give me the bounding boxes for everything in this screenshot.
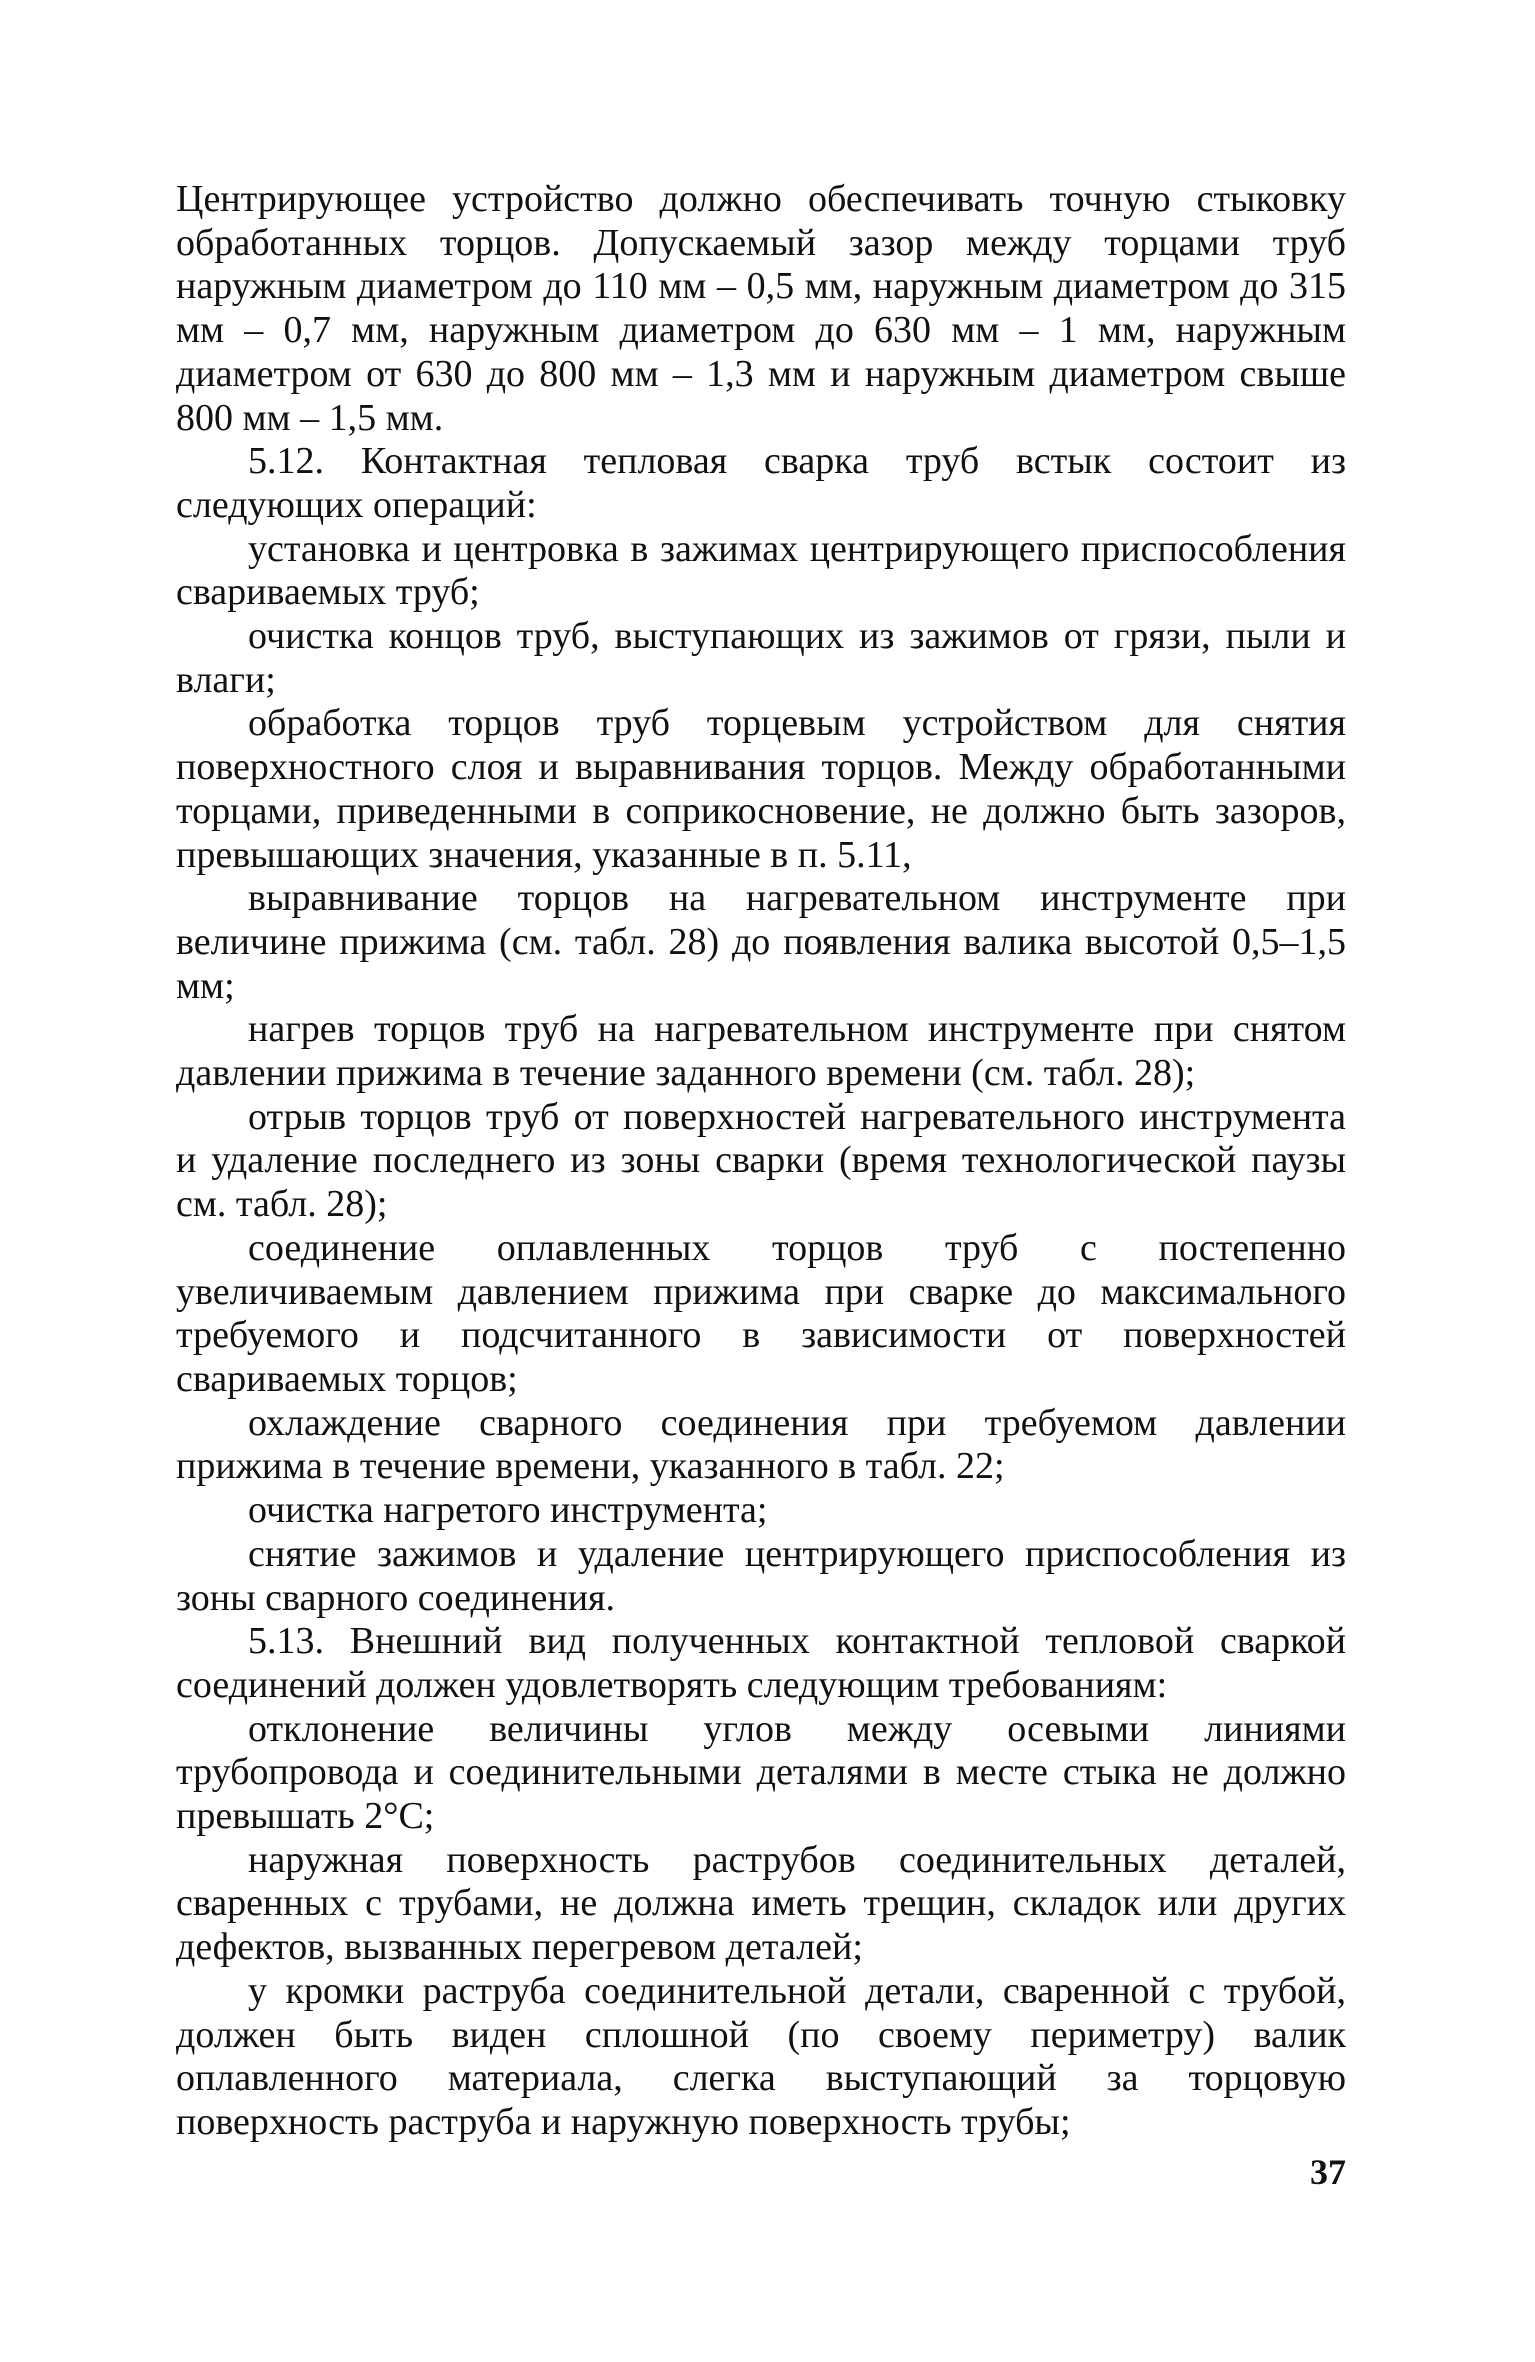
list-item-angle-deviation: отклонение величины углов между осевыми линиями трубопровода и соединительными деталями в месте стыка не должно превышать 2°С; bbox=[176, 1707, 1346, 1838]
list-item-melt-bead: у кромки раструба соединительной детали, сваренной с трубой, должен быть виден сплошной (по своему периметру) валик оплавленного материала, слегка выступающий за торцовую поверхность раструба и наружную поверхность трубы; bbox=[176, 1969, 1346, 2143]
list-item-clamp-removal: снятие зажимов и удаление центрирующего приспособления из зоны сварного соединения. bbox=[176, 1532, 1346, 1619]
paragraph-5-13-heading: 5.13. Внешний вид полученных контактной тепловой сваркой соединений должен удовлетворять следующим требованиям: bbox=[176, 1620, 1346, 1706]
list-item-heating: нагрев торцов труб на нагревательном инструменте при снятом давлении прижима в течение заданного времени (см. табл. 28); bbox=[176, 1008, 1346, 1095]
paragraph-5-12-heading: 5.12. Контактная тепловая сварка труб встык состоит из следующих операций: bbox=[176, 440, 1346, 526]
list-item-tool-cleaning: очистка нагретого инструмента; bbox=[248, 1489, 768, 1532]
paragraph-centering-device: Центрирующее устройство должно обеспечивать точную стыковку обработанных торцов. Допускаемый зазор между торцами труб наружным диаметром до 110 мм – 0,5 мм, наружным диаметром до 315 мм – 0,7 мм, наружным диаметром до 630 мм – 1 мм, наружным диаметром от 630 до 800 мм – 1,3 мм и наружным диаметром свыше 800 мм – 1,5 мм. bbox=[176, 178, 1346, 439]
list-item-cleaning-ends: очистка концов труб, выступающих из зажимов от грязи, пыли и влаги; bbox=[176, 615, 1346, 701]
list-item-separation: отрыв торцов труб от поверхностей нагревательного инструмента и удаление последнего из зоны сварки (время технологической паузы см. табл. 28); bbox=[176, 1095, 1346, 1226]
list-item-leveling: выравнивание торцов на нагревательном инструменте при величине прижима (см. табл. 28) до появления валика высотой 0,5–1,5 мм; bbox=[176, 877, 1346, 1007]
list-item-cooling: охлаждение сварного соединения при требуемом давлении прижима в течение времени, указанного в табл. 22; bbox=[176, 1401, 1346, 1488]
list-item-facing: обработка торцов труб торцевым устройством для снятия поверхностного слоя и выравнивания торцов. Между обработанными торцами, приведенными в соприкосновение, не должно быть зазоров, превышающих значения, указанные в п. 5.11, bbox=[176, 702, 1346, 876]
body-text bbox=[176, 178, 1346, 2145]
page-number: 37 bbox=[1310, 2152, 1346, 2192]
list-item-socket-surface: наружная поверхность раструбов соединительных деталей, сваренных с трубами, не должна иметь трещин, складок или других дефектов, вызванных перегревом деталей; bbox=[176, 1838, 1346, 1969]
list-item-joining: соединение оплавленных торцов труб с постепенно увеличиваемым давлением прижима при сварке до максимального требуемого и подсчитанного в зависимости от поверхностей свариваемых торцов; bbox=[176, 1226, 1346, 1400]
list-item-installation: установка и центровка в зажимах центрирующего приспособления свариваемых труб; bbox=[176, 527, 1346, 614]
